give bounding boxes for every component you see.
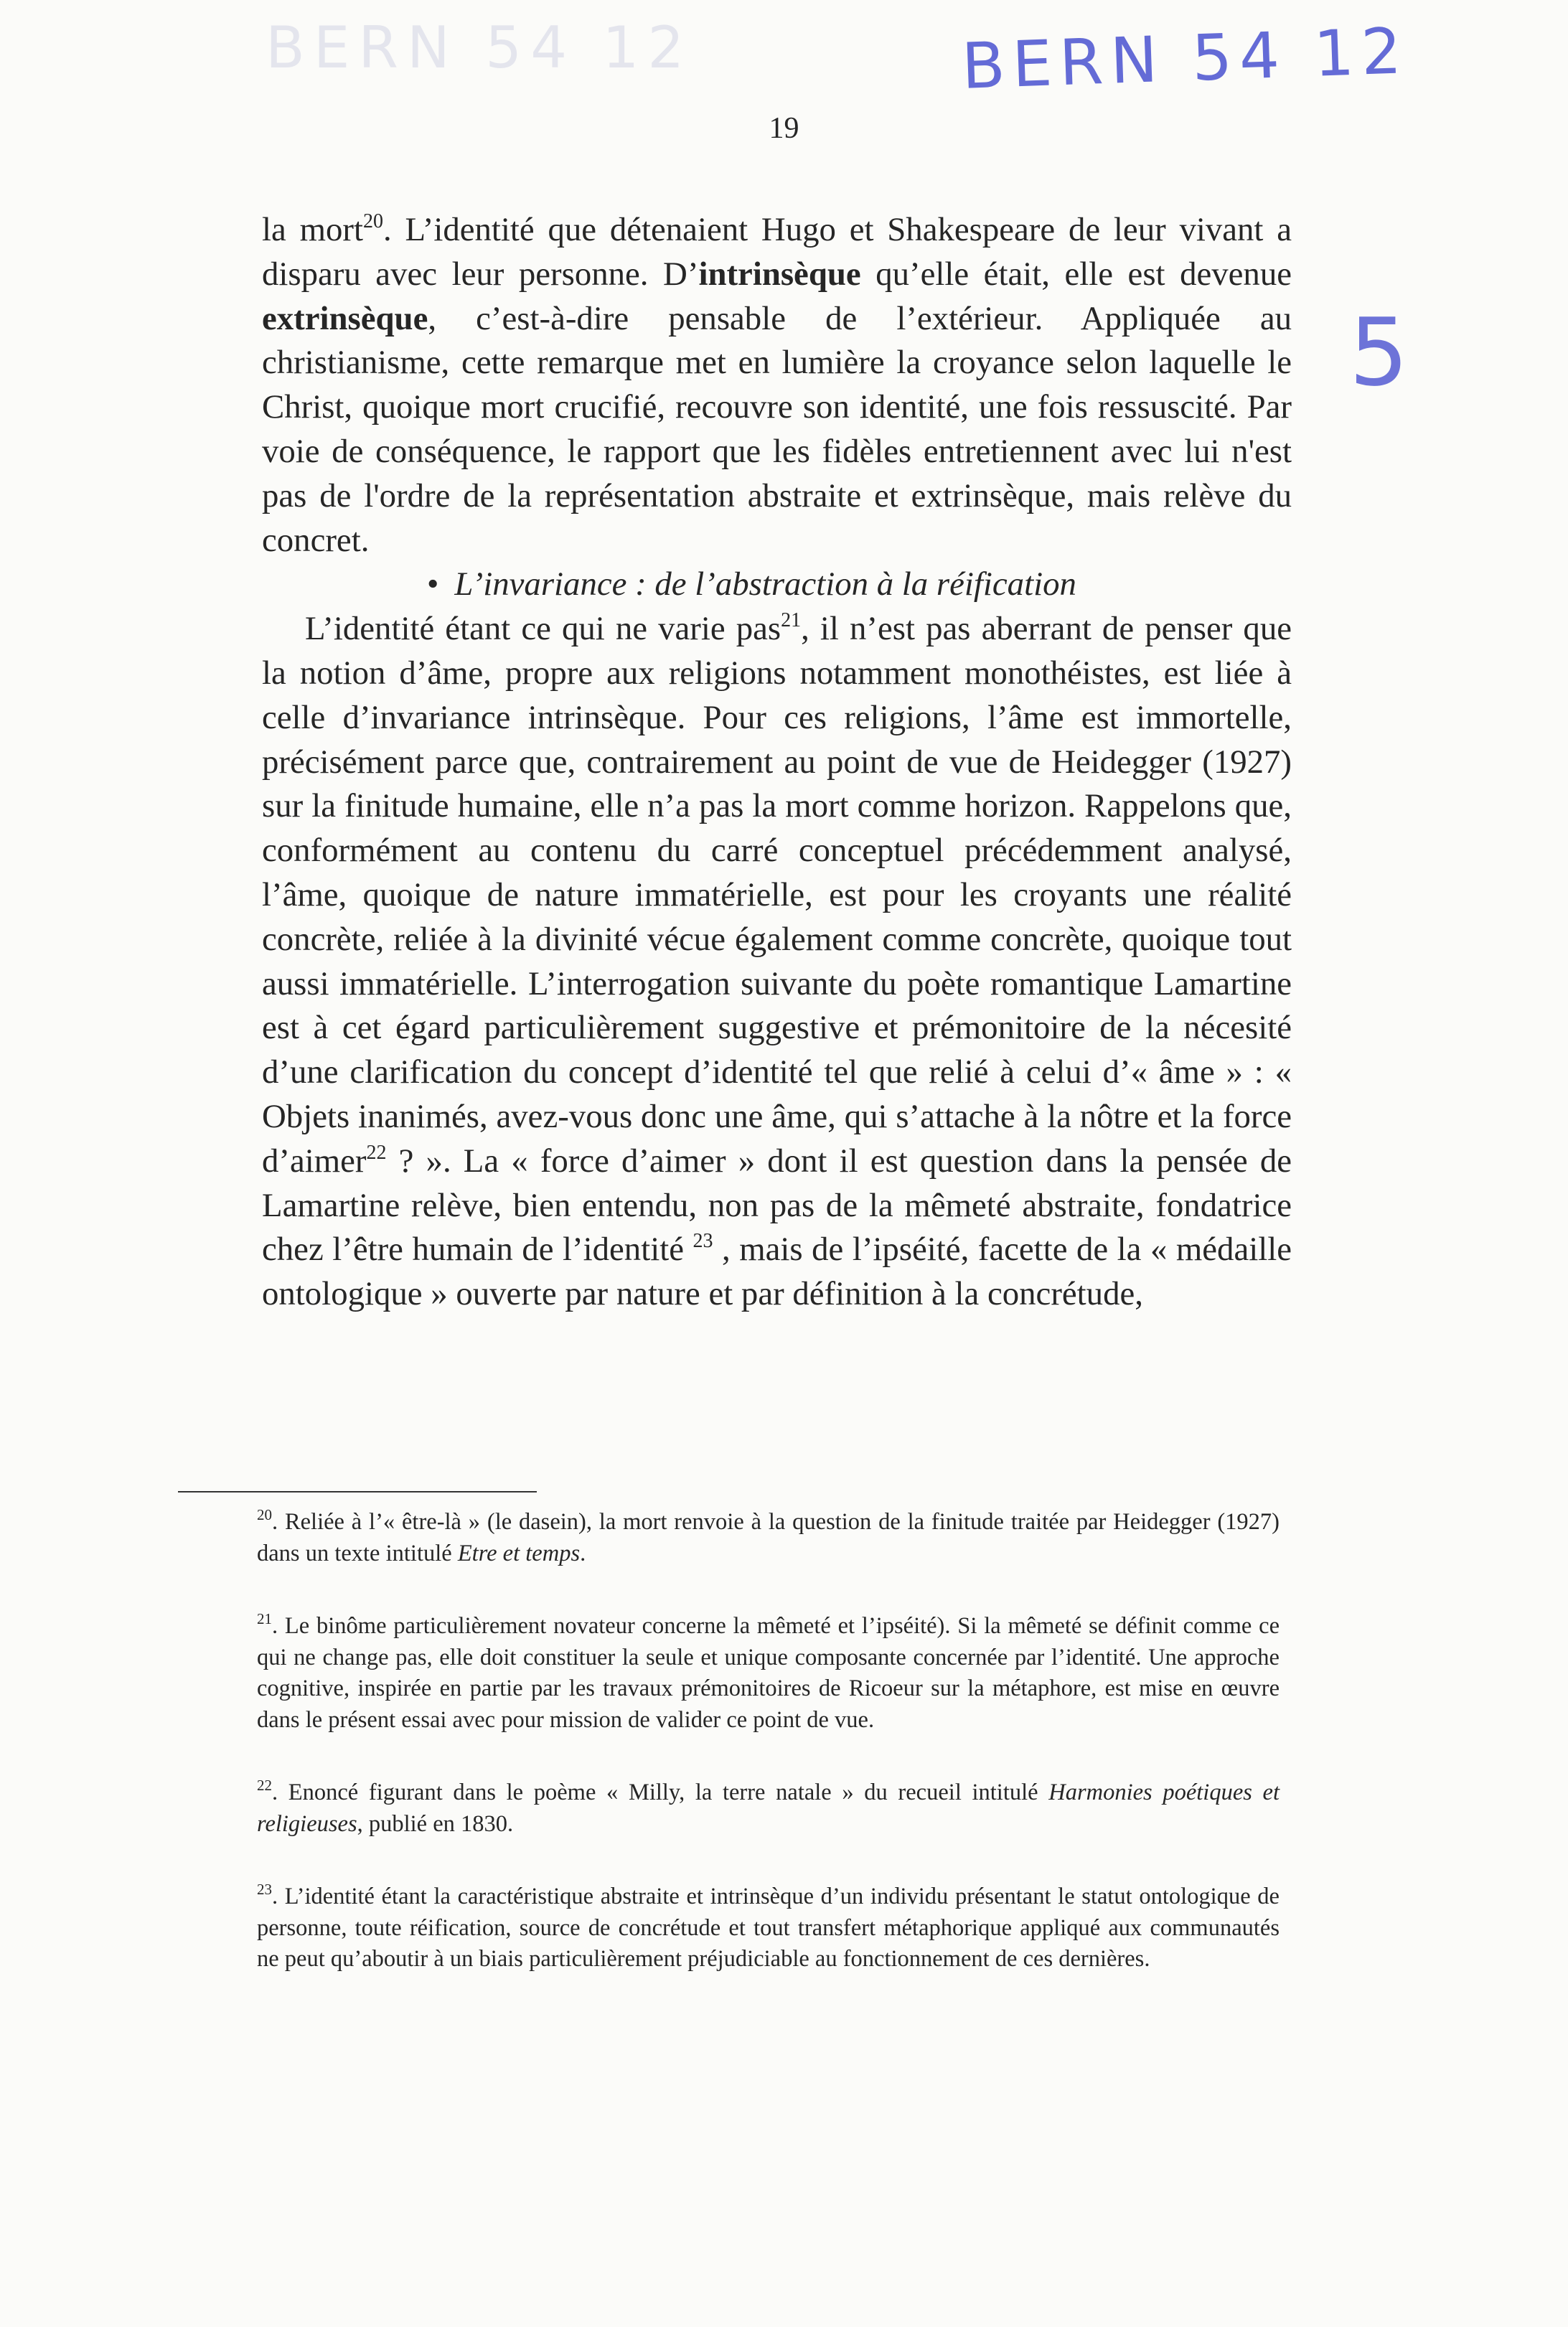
handwritten-archive-reference: BERN 54 12: [960, 14, 1410, 103]
body-text: [262, 208, 1292, 1317]
handwritten-margin-note: 5: [1349, 298, 1409, 407]
footnote-21: $^{21}$. Le binôme particulièrement novateur concerne la mêmeté et l’ipséité). Si la mêmeté se définit comme ce qui ne change pas, elle doit constituer la seule et unique composante concernée par l’identité. Une approche cognitive, inspirée en partie par les travaux prémonitoires de Ricoeur sur la métaphore, est mise en œuvre dans le présent essai avec pour mission de valider ce point de vue.: [257, 1610, 1280, 1733]
bold-term-extrinseque: extrinsèque: [262, 299, 428, 337]
footnote-ref-20[interactable]: 20: [362, 210, 383, 232]
footnote-separator: [178, 1491, 537, 1492]
bullet-icon: •: [427, 565, 439, 603]
paragraph-2: L’identité étant ce qui ne varie pas$^{21}$, il n’est pas aberrant de penser que la notion d’âme, propre aux religions notamment monothéistes, est liée à celle d’invariance intrinsèque. Pour ces religions, l’âme est immortelle, précisément parce que, contrairement au point de vue de Heidegger (1927) sur la finitude humaine, elle n’a pas la mort comme horizon. Rappelons que, conformément au contenu du carré conceptuel précédemment analysé, l’âme, quoique de nature immatérielle, est pour les croyants une réalité concrète, reliée à la divinité vécue également comme concrète, quoique tout aussi immatérielle. L’interrogation suivante du poète romantique Lamartine est à cet égard particulièrement suggestive et prémonitoire de la nécesité d’une clarification du concept d’identité tel que relié à celui d’« âme » : « Objets inanimés, avez-vous donc une âme, qui s’attache à la nôtre et la force d’aimer$^{22}$ ? ». La « force d’aimer » dont il est question dans la pensée de Lamartine relève, bien entendu, non pas de la mêmeté abstraite, fondatrice chez l’être humain de l’identité $^{23}$ , mais de l’ipséité, facette de la « médaille ontologique » ouverte par nature et par définition à la concrétude,: [262, 609, 1292, 1313]
section-heading-text: L’invariance : de l’abstraction à la réification: [454, 565, 1076, 603]
footnote-ref-21[interactable]: 21: [781, 609, 802, 632]
section-heading: [262, 563, 1292, 607]
footnote-ref-23[interactable]: 23: [693, 1230, 713, 1253]
page-number: 19: [769, 112, 799, 145]
footnote-20: $^{20}$. Reliée à l’« être-là » (le dasein), la mort renvoie à la question de la finitude traitée par Heidegger (1927) dans un texte intitulé Etre et temps.: [257, 1506, 1280, 1566]
footnotes: [257, 1507, 1280, 2017]
bold-term-intrinseque: intrinsèque: [698, 255, 861, 293]
footnote-ref-22[interactable]: 22: [366, 1141, 387, 1164]
paragraph-1: la mort$^{20}$. L’identité que détenaient Hugo et Shakespeare de leur vivant a disparu avec leur personne. D’intrinsèque qu’elle était, elle est devenue extrinsèque, c’est-à-dire pensable de l’extérieur. Appliquée au christianisme, cette remarque met en lumière la croyance selon laquelle le Christ, quoique mort crucifié, recouvre son identité, une fois ressuscité. Par voie de conséquence, le rapport que les fidèles entretiennent avec lui n'est pas de l'ordre de la représentation abstraite et extrinsèque, mais relève du concret.: [262, 210, 1292, 559]
footnote-23: $^{23}$. L’identité étant la caractéristique abstraite et intrinsèque d’un individu présentant le statut ontologique de personne, toute réification, source de concrétude et tout transfert métaphorique appliqué aux communautés ne peut qu’aboutir à un biais particulièrement préjudiciable au fonctionnement de ces dernières.: [257, 1881, 1280, 1972]
ghost-handwriting: BERN 54 12: [266, 14, 693, 81]
footnote-22: $^{22}$. Enoncé figurant dans le poème « Milly, la terre natale » du recueil intitulé Harmonies poétiques et religieuses, publié en 1830.: [257, 1777, 1280, 1837]
